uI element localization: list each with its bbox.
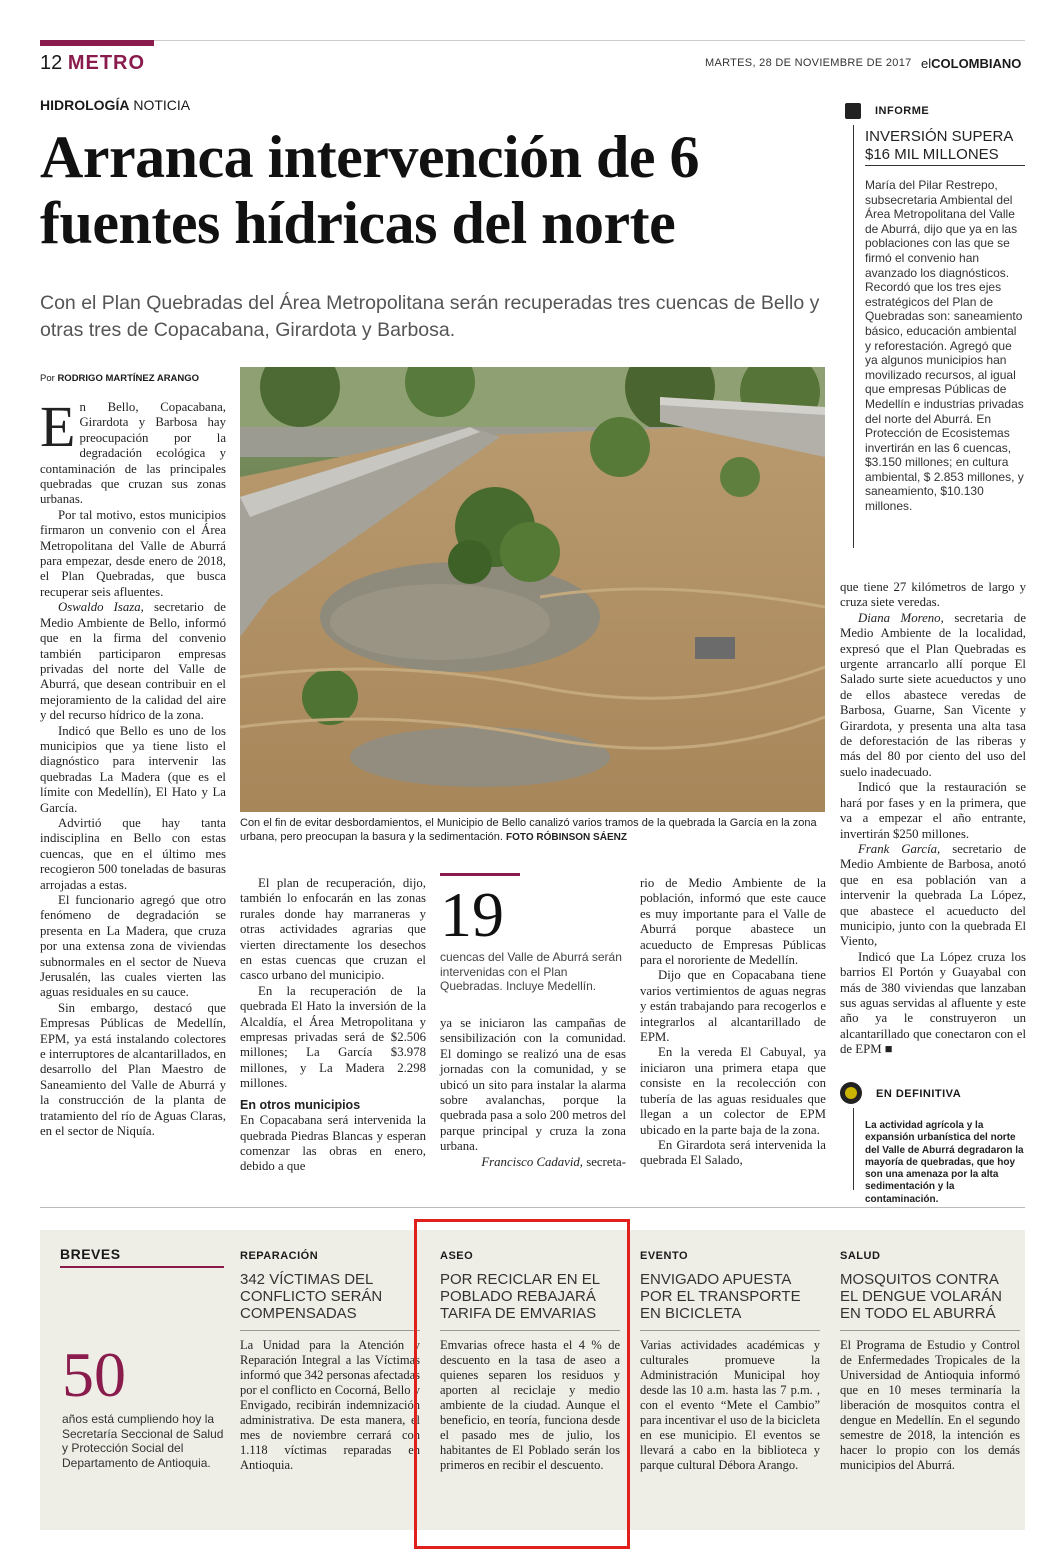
stat-accent-bar: [440, 873, 520, 876]
paragraph-text: secretario de Medio Ambiente de Bello, informó que en la firma del convenio también participaron empresas privadas del norte del Valle de Aburrá, que desean contribuir en el mejoramiento de la calidad del aire y del recurso hídrico de la zona.: [40, 600, 226, 723]
quoted-name: Oswaldo Isaza,: [58, 600, 144, 615]
brief-section: REPARACIÓN: [240, 1250, 319, 1262]
paragraph: El funcionario agregó que otro fenómeno de degradación se presenta en La Madera, que cruza por una extensa zona de viviendas subnormales en el sector de Nueva Jerusalén, las cuales vierten las aguas residuales en su cauce.: [40, 893, 226, 1000]
brief-body: El Programa de Estudio y Control de Enfermedades Tropicales de la Universidad de Antioquia informó que en 10 meses terminaría la liberación de mosquitos contra el dengue en Medellín. En el segundo semestre de 2018, la intención es hacer lo propio con los demás municipios del Aburrá.: [840, 1338, 1020, 1472]
quoted-name: Frank García,: [858, 841, 941, 856]
paragraph: Por tal motivo, estos municipios firmaron un convenio con el Área Metropolitana del Valle de Aburrá para empezar, desde enero de 2018, el Plan Quebradas, que busca recuperar seis afluentes.: [40, 507, 226, 599]
paragraph: En la vereda El Cabuyal, ya iniciaron una primera etapa que consiste en la recolección con tubería de las aguas residuales que llegan a un colector de EPM ubicado en la parte baja de la zona.: [640, 1045, 826, 1137]
subhead: En otros municipios: [240, 1097, 361, 1112]
band-top-rule: [40, 1207, 1025, 1208]
paragraph: Indicó que La López cruza los barrios El Portón y Guayabal con más de 380 viviendas que lanzaban sus aguas servidas al afluente y este año ya le construyeron un alcantarillado que conectaron con el de EPM ■: [840, 949, 1026, 1057]
sidebar-rule: [865, 165, 1025, 166]
river-photo-illustration: [240, 367, 825, 812]
brief-body: Emvarias ofrece hasta el 4 % de descuento en la tasa de aseo a quienes separen los residuos y aporten al reciclaje y medio ambiente de la ciudad. Aunque el beneficio, en teoría, funciona desde el pasado mes de julio, los habitantes de El Poblado serán los primeros en recibir el descuento.: [440, 1338, 620, 1472]
paragraph: rio de Medio Ambiente de la población, informó que este cauce es muy importante para el Valle de Aburrá porque abastece un acueducto de Empresas Públicas para el nororiente de Medellín.: [640, 876, 826, 968]
summary-rule-vertical: [853, 1108, 854, 1190]
stat-description: cuencas del Valle de Aburrá serán intervenidas con el Plan Quebradas. Incluye Medellín.: [440, 950, 622, 993]
brief-section: SALUD: [840, 1250, 881, 1262]
brief-rule: [240, 1330, 420, 1331]
paragraph: Indicó que Bello es uno de los municipios que ya tiene listo el diagnóstico para intervenir las quebradas La Madera (que es el límite con Medellín), El Hato y La García.: [40, 723, 226, 815]
sidebar-title: INVERSIÓN SUPERA $16 MIL MILLONES: [865, 128, 1013, 163]
kicker-type: NOTICIA: [133, 97, 191, 113]
kicker-topic: HIDROLOGÍA: [40, 97, 130, 113]
article-column-3: [440, 1016, 626, 1170]
section-name: METRO: [67, 52, 146, 74]
paragraph: Advirtió que hay tanta indisciplina en Bello con estas cuencas, que en el último mes recogieron 500 toneladas de basuras arrojadas a estas.: [40, 815, 226, 892]
paragraph: [840, 611, 1026, 780]
byline: [40, 373, 199, 384]
sidebar-rule-vertical: [853, 125, 854, 548]
article-column-4: [640, 876, 826, 1169]
summary-icon: [840, 1082, 862, 1104]
paragraph: n Bello, Copacabana, Girardota y Barbosa hay preocupación por la degradación ecológica y contaminación de las principales quebradas que cruzan sus zonas urbanas.: [40, 400, 226, 507]
byline-author: RODRIGO MARTÍNEZ ARANGO: [57, 373, 200, 384]
section-color-bar: [40, 40, 154, 46]
paragraph: Indicó que la restauración se hará por fases y en la primera, que va a empezar el año entrante, invertirán $250 millones.: [840, 780, 1026, 841]
breves-tag: BREVES: [60, 1246, 121, 1262]
breves-stat-description: años está cumpliendo hoy la Secretaría Seccional de Salud y Protección Social del Departamento de Antioquia.: [62, 1412, 224, 1470]
brand-name: COLOMBIANO: [931, 56, 1022, 71]
newspaper-brand: [921, 56, 1021, 71]
caption-text: Con el fin de evitar desbordamientos, el Municipio de Bello canalizó varios tramos de la quebrada la García en la zona urbana, pero preocupan la basura y la sedimentación.: [240, 817, 817, 843]
edition-date: MARTES, 28 DE NOVIEMBRE DE 2017: [705, 57, 912, 69]
article-column-5: [840, 580, 1026, 1058]
paragraph: En Girardota será intervenida la quebrada El Salado,: [640, 1137, 826, 1168]
document-icon: [845, 103, 861, 119]
brief-headline: ENVIGADO APUESTA POR EL TRANSPORTE EN BICICLETA: [640, 1271, 801, 1322]
brief-body: La Unidad para la Atención y Reparación Integral a las Víctimas informó que 342 personas afectadas por el conflicto en Cocorná, Bello y Envigado, recibirán indemnización administrativa. De esta manera, el mes de noviembre cerrará con 1.118 víctimas reparadas en Antioquia.: [240, 1338, 420, 1472]
paragraph-text: secreta-: [583, 1154, 626, 1169]
top-rule: [40, 40, 1025, 41]
paragraph: Dijo que en Copacabana tiene varios vertimientos de aguas negras y están trabajando para recogerlos e integrarlos al alcantarillado de EPM.: [640, 968, 826, 1045]
article-column-1: [40, 394, 226, 1140]
paragraph: Sin embargo, destacó que Empresas Públicas de Medellín, EPM, ya está instalando colectores e interruptores de alcantarillados, en desarrollo del Plan Maestro de Saneamiento del Valle de Aburrá y la construcción de la planta de tratamiento del río de Aguas Claras, en el sector de Niquía.: [40, 1000, 226, 1139]
sidebar-body: María del Pilar Restrepo, subsecretaria Ambiental del Área Metropolitana del Valle de Aburrá, dijo que ya en las poblaciones con las que se firmó el convenio han avanzado los diagnósticos. Recordó que los tres ejes estratégicos del Plan de Quebradas son: saneamiento básico, educación ambiental y reforestación. Agregó que ya algunos municipios han movilizado recursos, al igual que empresas Públicas de Medellín e industrias privadas del norte del Aburrá. En Protección de Ecosistemas invertirán en las 6 cuencas, $3.150 millones; en cultura ambiental, $ 2.853 millones, y saneamiento, $10.130 millones.: [865, 178, 1024, 514]
page-folio: [40, 52, 145, 75]
paragraph-text: secretario de Medio Ambiente de Barbosa, anotó que en esa población van a intervenir la quebrada La López, que abastece el acueducto del municipio, junto con la quebrada El Viento,: [840, 841, 1026, 949]
article-kicker: [40, 97, 190, 113]
brief-headline: POR RECICLAR EN EL POBLADO REBAJARÁ TARIFA DE EMVARIAS: [440, 1271, 600, 1322]
paragraph: En Copacabana será intervenida la quebrada Piedras Blancas y esperan comenzar las obras en enero, debido a que: [240, 1113, 426, 1174]
paragraph: ya se iniciaron las campañas de sensibilización con la comunidad. El domingo se realizó una de esas jornadas con la comunidad, y se ubicó un sito para instalar la alarma sobre avalanchas, porque la quebrada pasa a solo 200 metros del parque principal y cruza la zona urbana.: [440, 1016, 626, 1154]
byline-prefix: Por: [40, 373, 55, 384]
brief-body: Varias actividades académicas y culturales promueve la Administración Municipal hoy desde las 10 a.m. hasta las 7 p.m. , con el evento “Mete el Cambio” para incentivar el uso de la bicicleta en ese municipio. El eventos se llevará a cabo en la biblioteca y parque cultural Débora Arango.: [640, 1338, 820, 1472]
article-deck: Con el Plan Quebradas del Área Metropolitana serán recuperadas tres cuencas de Bello y otras tres de Copacabana, Girardota y Barbosa.: [40, 292, 820, 341]
paragraph: En la recuperación de la quebrada El Hato la inversión de la Alcaldía, el Área Metropolitana y empresas privadas será de $2.506 millones; La García $3.978 millones, y La Madera 2.298 millones.: [240, 983, 426, 1091]
paragraph: [840, 842, 1026, 950]
brief-headline: MOSQUITOS CONTRA EL DENGUE VOLARÁN EN TODO EL ABURRÁ: [840, 1271, 1002, 1322]
stat-number: 19: [440, 879, 504, 950]
brief-section: EVENTO: [640, 1250, 689, 1262]
paragraph: [440, 1155, 626, 1170]
quoted-name: Francisco Cadavid,: [481, 1154, 584, 1169]
paragraph: [40, 600, 226, 723]
quoted-name: Diana Moreno,: [858, 610, 944, 625]
photo-caption: [240, 816, 830, 845]
article-column-2: [240, 876, 426, 1175]
highlight-box: [414, 1219, 630, 1549]
brief-section: ASEO: [440, 1250, 474, 1262]
article-headline: Arranca intervención de 6 fuentes hídricas del norte: [40, 124, 700, 256]
brief-headline: 342 VÍCTIMAS DEL CONFLICTO SERÁN COMPENSADAS: [240, 1271, 383, 1322]
summary-body: La actividad agrícola y la expansión urbanística del norte del Valle de Aburrá degradaron la mayoría de quebradas, que hoy son una amenaza por la alta sedimentación y la contaminación.: [865, 1120, 1024, 1205]
paragraph-text: secretaria de Medio Ambiente de la localidad, expresó que el Plan Quebradas es urgente arrancarlo allí porque El Salado surte siete acueductos y uno de ellos abastece veredas de Barbosa, Guarne, San Vicente y Girardota, y presenta una alta tasa de deforestación de las riberas y más del 80 por ciento del uso del suelo inadecuado.: [840, 610, 1026, 779]
drop-cap: E: [40, 394, 76, 459]
sidebar-tag: INFORME: [875, 105, 930, 117]
breves-stat-number: 50: [62, 1339, 126, 1410]
photo-credit: FOTO RÓBINSON SÁENZ: [506, 832, 627, 843]
paragraph: El plan de recuperación, dijo, también lo enfocarán en las zonas rurales donde hay marraneras y otras actividades agrarias que vierten directamente los desechos en estas cuencas que cruzan el casco urbano del municipio.: [240, 876, 426, 983]
brief-rule: [840, 1330, 1020, 1331]
page-number: 12: [40, 52, 63, 74]
breves-accent-bar: [60, 1266, 224, 1268]
summary-tag: EN DEFINITIVA: [876, 1088, 962, 1100]
river-photo: [240, 367, 825, 812]
brief-rule: [640, 1330, 820, 1331]
brand-prefix: el: [921, 56, 932, 71]
paragraph: que tiene 27 kilómetros de largo y cruza siete veredas.: [840, 580, 1026, 610]
